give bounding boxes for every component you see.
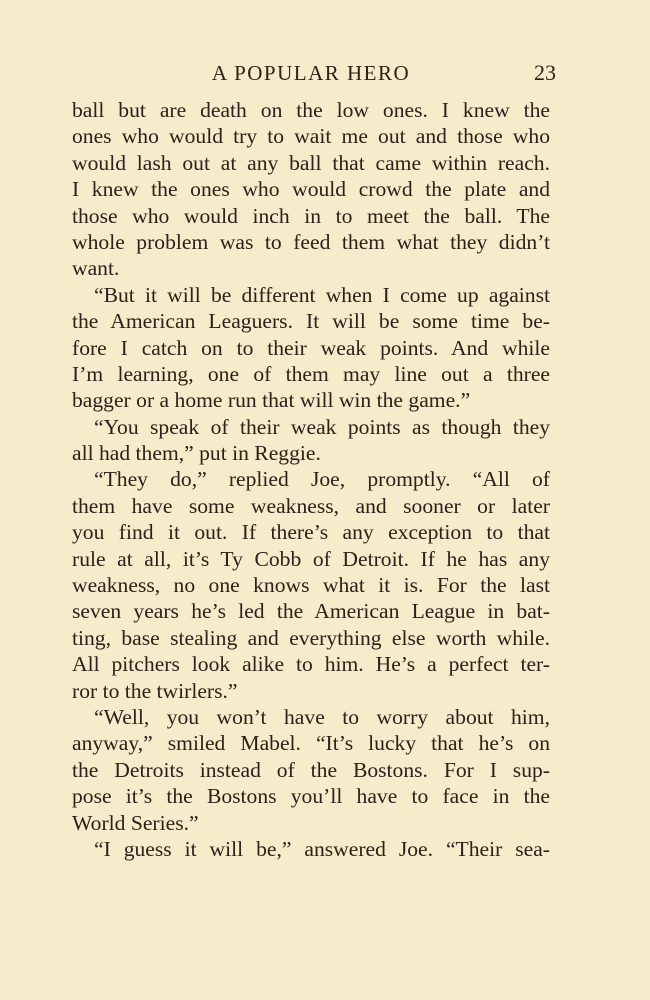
text-line: I knew the ones who would crowd the plate and xyxy=(72,177,550,202)
text-line: “I guess it will be,” answered Joe. “Their sea- xyxy=(94,836,550,861)
text-line: the American Leaguers. It will be some time be- xyxy=(72,309,550,334)
text-line: bagger or a home run that will win the game.” xyxy=(72,388,471,413)
text-line: whole problem was to feed them what they didn’t xyxy=(72,229,550,254)
text-line: want. xyxy=(72,256,120,281)
text-line: the Detroits instead of the Bostons. For I sup- xyxy=(72,757,550,782)
running-header xyxy=(72,58,556,88)
text-line: I’m learning, one of them may line out a three xyxy=(72,361,550,386)
text-line: “You speak of their weak points as though they xyxy=(94,414,550,439)
text-line: ting, base stealing and everything else worth while. xyxy=(72,625,550,650)
text-line: rule at all, it’s Ty Cobb of Detroit. If he has any xyxy=(72,546,550,571)
text-line: anyway,” smiled Mabel. “It’s lucky that he’s on xyxy=(72,731,550,756)
text-line: ball but are death on the low ones. I knew the xyxy=(72,98,550,122)
text-line: weakness, no one knows what it is. For the last xyxy=(72,573,550,598)
text-line: “They do,” replied Joe, promptly. “All of xyxy=(94,467,550,492)
body-text xyxy=(72,97,550,862)
text-line: All pitchers look alike to him. He’s a perfect ter- xyxy=(72,652,550,677)
text-line: those who would inch in to meet the ball. The xyxy=(72,203,550,228)
text-line: fore I catch on to their weak points. And while xyxy=(72,335,550,360)
text-line: pose it’s the Bostons you’ll have to face in the xyxy=(72,784,550,809)
text-line: them have some weakness, and sooner or later xyxy=(72,493,550,518)
text-line: would lash out at any ball that came within reach. xyxy=(72,150,550,175)
text-line: “But it will be different when I come up against xyxy=(94,282,550,307)
text-line: all had them,” put in Reggie. xyxy=(72,441,321,466)
text-line: ror to the twirlers.” xyxy=(72,678,238,703)
text-line: World Series.” xyxy=(72,810,199,835)
text-line: you find it out. If there’s any exception to that xyxy=(72,520,550,545)
text-line: “Well, you won’t have to worry about him, xyxy=(94,704,550,729)
running-title: A POPULAR HERO xyxy=(211,61,411,85)
text-line: ones who would try to wait me out and those who xyxy=(72,124,550,149)
text-line: seven years he’s led the American League in bat- xyxy=(72,599,550,624)
page-number: 23 xyxy=(534,60,556,85)
